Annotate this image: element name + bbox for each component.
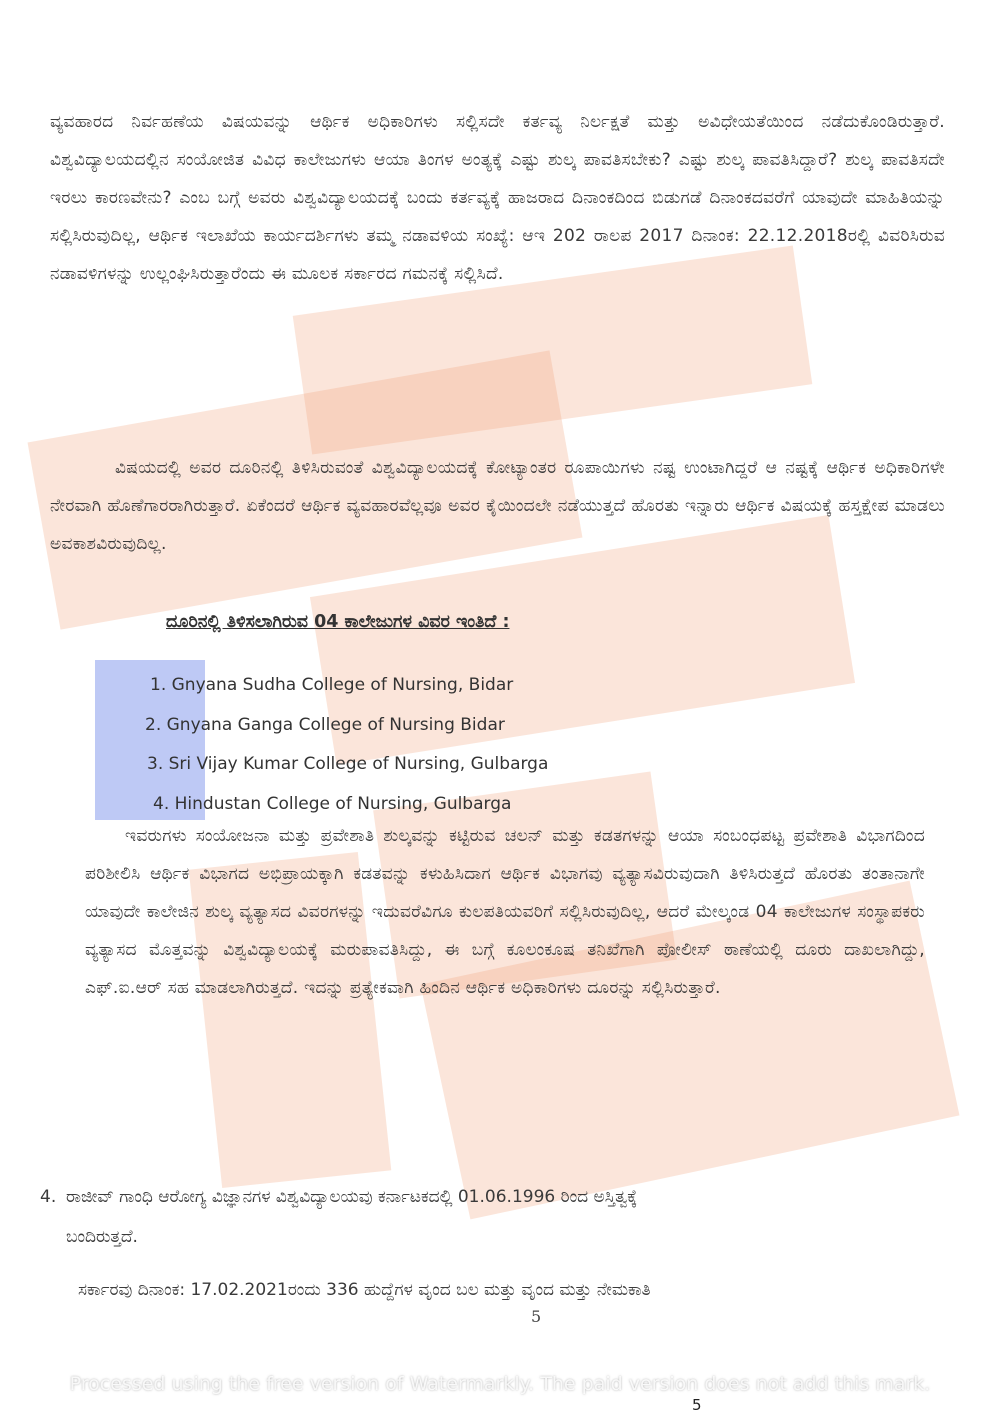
body-paragraph: ಇವರುಗಳು ಸಂಯೋಜನಾ ಮತ್ತು ಪ್ರವೇಶಾತಿ ಶುಲ್ಕವನ್ನು ಕಟ್ಟಿರುವ ಚಲನ್ ಮತ್ತು ಕಡತಗಳನ್ನು ಆಯಾ ಸಂಬಂಧಪಟ್ಟ ಪ್ರವೇಶಾತಿ ವಿಭಾಗದಿಂದ ಪರಿಶೀಲಿಸಿ ಆರ್ಥಿಕ ವಿಭಾಗದ ಅಭಿಪ್ರಾಯಕ್ಕಾಗಿ ಕಡತವನ್ನು ಕಳುಹಿಸಿದಾಗ ಆರ್ಥಿಕ ವಿಭಾಗವು ವ್ಯತ್ಯಾಸವಿರುವುದಾಗಿ ತಿಳಿಸಿರುತ್ತದೆ ಹೊರತು ತಂತಾನಾಗೇ ಯಾವುದೇ ಕಾಲೇಜಿನ ಶುಲ್ಕ ವ್ಯತ್ಯಾಸದ ವಿವರಗಳನ್ನು ಇದುವರೆವಿಗೂ ಕುಲಪತಿಯವರಿಗೆ ಸಲ್ಲಿಸಿರುವುದಿಲ್ಲ, ಆದರೆ ಮೇಲ್ಕಂಡ 04 ಕಾಲೇಜುಗಳ ಸಂಸ್ಥಾಪಕರು ವ್ಯತ್ಯಾಸದ ಮೊತ್ತವನ್ನು ವಿಶ್ವವಿದ್ಯಾಲಯಕ್ಕೆ ಮರುಪಾವತಿಸಿದ್ದು, ಈ ಬಗ್ಗೆ ಕೂಲಂಕೂಷ ತನಿಖೆಗಾಗಿ ಪೋಲೀಸ್ ಠಾಣೆಯಲ್ಲಿ ದೂರು ದಾಖಲಾಗಿದ್ದು, ಎಫ್.ಐ.ಆರ್ ಸಹ ಮಾಡಲಾಗಿರುತ್ತದೆ. ಇದನ್ನು ಪ್ರತ್ಯೇಕವಾಗಿ ಹಿಂದಿನ ಆರ್ಥಿಕ ಅಧಿಕಾರಿಗಳು ದೂರನ್ನು ಸಲ್ಲಿಸಿರುತ್ತಾರೆ. xyxy=(85,826,925,998)
list-item: 4. Hindustan College of Nursing, Gulbarga xyxy=(153,793,512,814)
body-paragraph: ವಿಷಯದಲ್ಲಿ ಅವರ ದೂರಿನಲ್ಲಿ ತಿಳಿಸಿರುವಂತೆ ವಿಶ್ವವಿದ್ಯಾಲಯದಕ್ಕೆ ಕೋಟ್ಯಾಂತರ ರೂಪಾಯಿಗಳು ನಷ್ಟ ಉಂಟಾಗಿದ್ದರೆ ಆ ನಷ್ಟಕ್ಕೆ ಆರ್ಥಿಕ ಅಧಿಕಾರಿಗಳೇ ನೇರವಾಗಿ ಹೊಣೆಗಾರರಾಗಿರುತ್ತಾರೆ. ಏಕೆಂದರೆ ಆರ್ಥಿಕ ವ್ಯವಹಾರವೆಲ್ಲವೂ ಅವರ ಕೈಯಿಂದಲೇ ನಡೆಯುತ್ತದೆ ಹೊರತು ಇನ್ನಾರು ಆರ್ಥಿಕ ವಿಷಯಕ್ಕೆ ಹಸ್ತಕ್ಷೇಪ ಮಾಡಲು ಅವಕಾಶವಿರುವುದಿಲ್ಲ. xyxy=(50,458,945,554)
point-text: ಬಂದಿರುತ್ತದೆ. xyxy=(66,1227,138,1247)
watermark-text: Processed using the free version of Watermarkly. The paid version does not add this mark. xyxy=(69,1373,931,1395)
body-paragraph: ವ್ಯವಹಾರದ ನಿರ್ವಹಣೆಯ ವಿಷಯವನ್ನು ಆರ್ಥಿಕ ಅಧಿಕಾರಿಗಳು ಸಲ್ಲಿಸದೇ ಕರ್ತವ್ಯ ನಿರ್ಲಕ್ಷತೆ ಮತ್ತು ಅವಿಧೇಯತೆಯಿಂದ ನಡೆದುಕೊಂಡಿರುತ್ತಾರೆ. ವಿಶ್ವವಿದ್ಯಾಲಯದಲ್ಲಿನ ಸಂಯೋಜಿತ ವಿವಿಧ ಕಾಲೇಜುಗಳು ಆಯಾ ತಿಂಗಳ ಅಂತ್ಯಕ್ಕೆ ಎಷ್ಟು ಶುಲ್ಕ ಪಾವತಿಸಬೇಕು? ಎಷ್ಟು ಶುಲ್ಕ ಪಾವತಿಸಿದ್ದಾರೆ? ಶುಲ್ಕ ಪಾವತಿಸದೇ ಇರಲು ಕಾರಣವೇನು? ಎಂಬ ಬಗ್ಗೆ ಅವರು ವಿಶ್ವವಿದ್ಯಾಲಯದಕ್ಕೆ ಬಂದು ಕರ್ತವ್ಯಕ್ಕೆ ಹಾಜರಾದ ದಿನಾಂಕದಿಂದ ಬಿಡುಗಡೆ ದಿನಾಂಕದವರೆಗೆ ಯಾವುದೇ ಮಾಹಿತಿಯನ್ನು ಸಲ್ಲಿಸಿರುವುದಿಲ್ಲ, ಆರ್ಥಿಕ ಇಲಾಖೆಯ ಕಾರ್ಯದರ್ಶಿಗಳು ತಮ್ಮ ನಡಾವಳಿಯ ಸಂಖ್ಯೆ: ಆಇ 202 ರಾಲಪ 2017 ದಿನಾಂಕ: 22.12.2018ರಲ್ಲಿ ವಿವರಿಸಿರುವ ನಡಾವಳಿಗಳನ್ನು ಉಲ್ಲಂಘಿಸಿರುತ್ತಾರೆಂದು ಈ ಮೂಲಕ ಸರ್ಕಾರದ ಗಮನಕ್ಕೆ ಸಲ್ಲಿಸಿದೆ. xyxy=(50,112,945,284)
list-item: 2. Gnyana Ganga College of Nursing Bidar xyxy=(145,714,505,735)
page-number: 5 xyxy=(531,1307,542,1326)
point-number: 4. xyxy=(40,1187,57,1207)
point-text: ರಾಜೀವ್ ಗಾಂಧಿ ಆರೋಗ್ಯ ವಿಜ್ಞಾನಗಳ ವಿಶ್ವವಿದ್ಯಾಲಯವು ಕರ್ನಾಟಕದಲ್ಲಿ 01.06.1996 ರಿಂದ ಅಸ್ತಿತ್ವಕ್ಕೆ xyxy=(66,1187,638,1207)
section-heading: ದೂರಿನಲ್ಲಿ ತಿಳಿಸಲಾಗಿರುವ 04 ಕಾಲೇಜುಗಳ ವಿವರ ಇಂತಿದೆ : xyxy=(166,612,510,632)
list-item: 3. Sri Vijay Kumar College of Nursing, Gulbarga xyxy=(147,754,549,774)
body-paragraph: ಸರ್ಕಾರವು ದಿನಾಂಕ: 17.02.2021ರಂದು 336 ಹುದ್ದೆಗಳ ವೃಂದ ಬಲ ಮತ್ತು ವೃಂದ ಮತ್ತು ನೇಮಕಾತಿ xyxy=(78,1280,651,1300)
numbered-point xyxy=(40,1177,945,1257)
college-list xyxy=(140,666,548,824)
list-item: 1. Gnyana Sudha College of Nursing, Bidar xyxy=(150,675,514,695)
page-number-footer: 5 xyxy=(692,1396,702,1414)
